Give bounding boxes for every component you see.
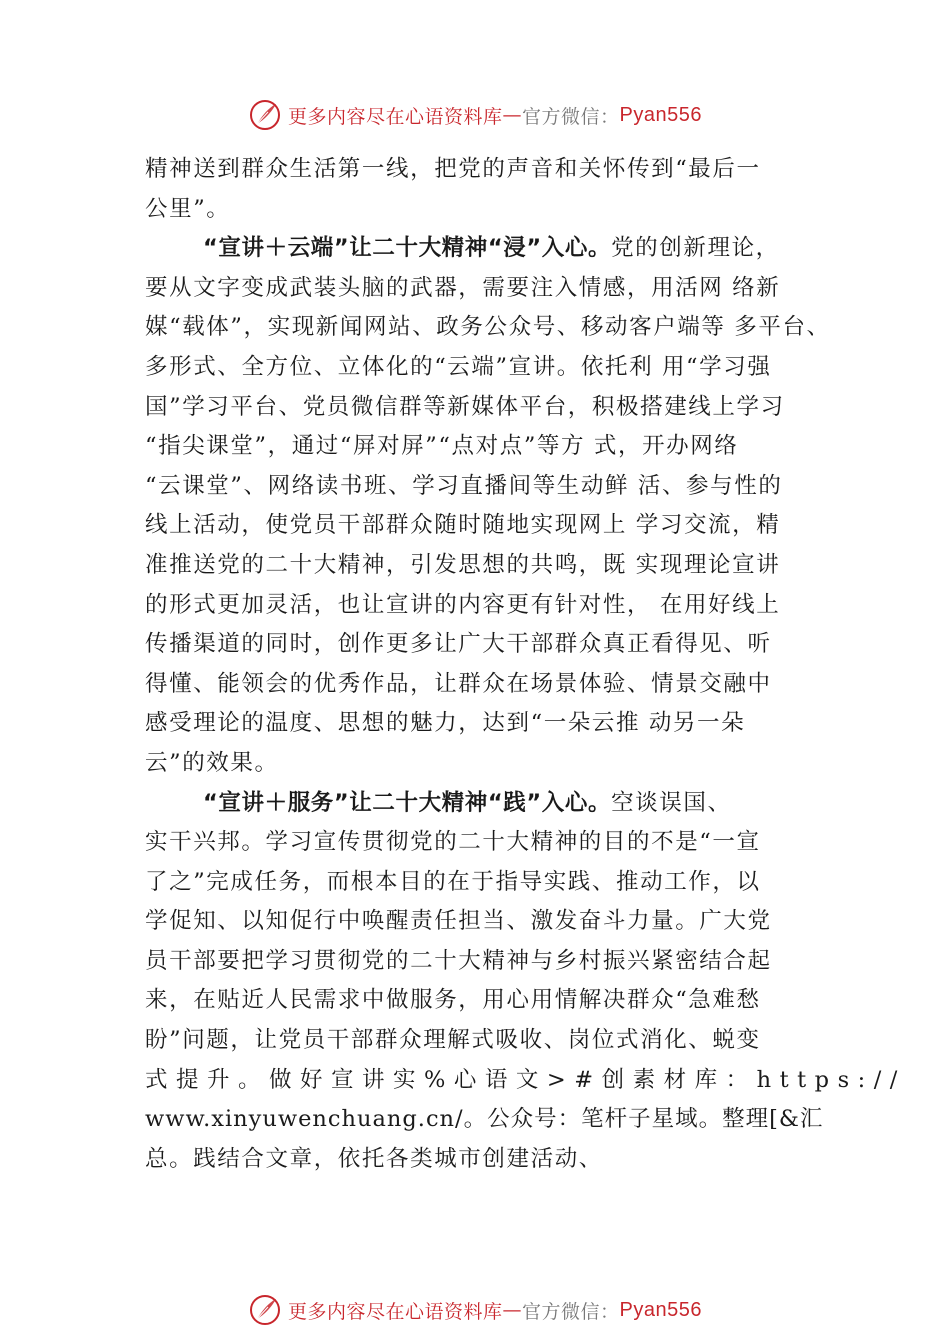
text-line: 实干兴邦。学习宣传贯彻党的二十大精神的目的不是“一宣: [145, 829, 761, 856]
banner-dash: —: [502, 1299, 523, 1321]
text-line: 云”的效果。: [145, 749, 279, 776]
text-line: 来，在贴近人民需求中做服务，用心用情解决群众“急难愁: [145, 987, 761, 1014]
banner-prefix: 更多内容尽在心语资料库: [288, 1300, 503, 1323]
text-line: 公里”。: [145, 195, 231, 222]
text-line: 式提升。做好宣讲实%心语文>#创素材库：https://: [145, 1066, 906, 1093]
section-heading-service: “宣讲＋服务”让二十大精神“践”入心。: [203, 789, 612, 816]
document-body: [145, 150, 906, 1179]
text-line: 学促知、以知促行中唤醒责任担当、激发奋斗力量。广大党: [145, 908, 772, 935]
banner-label: 官方微信：: [522, 105, 620, 128]
quill-logo-icon: [248, 1293, 282, 1327]
banner-label: 官方微信：: [522, 1300, 620, 1323]
text-line: 准推送党的二十大精神，引发思想的共鸣，既 实现理论宣讲: [145, 551, 781, 578]
text-line: 了之”完成任务，而根本目的在于指导实践、推动工作，以: [145, 868, 761, 895]
banner-wechat-id: Pyan556: [619, 1298, 702, 1321]
text-line: 国”学习平台、党员微信群等新媒体平台，积极搭建线上学习: [145, 393, 785, 420]
text-line: 的形式更加灵活，也让宣讲的内容更有针对性， 在用好线上: [145, 591, 781, 618]
text-line: 要从文字变成武装头脑的武器，需要注入情感，用活网 络新: [145, 274, 781, 301]
text-line: “指尖课堂”，通过“屏对屏”“点对点”等方 式，开办网络: [145, 433, 739, 460]
text-line: 感受理论的温度、思想的魅力，达到“一朵云推 动另一朵: [145, 710, 746, 737]
text-line: 多形式、全方位、立体化的“云端”宣讲。依托利 用“学习强: [145, 353, 772, 380]
banner-dash: —: [502, 104, 523, 126]
text-line: 线上活动，使党员干部群众随时随地实现网上 学习交流，精: [145, 512, 781, 539]
text-line: “云课堂”、网络读书班、学习直播间等生动鲜 活、参与性的: [145, 472, 783, 499]
quill-logo-icon: [248, 98, 282, 132]
paragraph-start: 党的创新理论，: [611, 235, 780, 262]
paragraph-heading-line: [145, 784, 835, 824]
text-line: 总。践结合文章，依托各类城市创建活动、: [145, 1145, 603, 1172]
header-banner: [0, 95, 950, 135]
text-line: 精神送到群众生活第一线，把党的声音和关怀传到“最后一: [145, 156, 761, 182]
text-line: 盼”问题，让党员干部群众理解式吸收、岗位式消化、蜕变: [145, 1027, 761, 1054]
banner-wechat-id: Pyan556: [619, 103, 702, 126]
text-line: 得懂、能领会的优秀作品，让群众在场景体验、情景交融中: [145, 670, 772, 697]
footer-banner: [0, 1290, 950, 1330]
section-heading-cloud: “宣讲＋云端”让二十大精神“浸”入心。: [203, 235, 612, 262]
banner-prefix: 更多内容尽在心语资料库: [288, 105, 503, 128]
text-line: 媒“载体”，实现新闻网站、政务公众号、移动客户端等 多平台、: [145, 314, 831, 341]
text-line: 员干部要把学习贯彻党的二十大精神与乡村振兴紧密结合起: [145, 947, 772, 974]
paragraph-heading-line: [145, 229, 835, 269]
text-line-url: www.xinyuwenchuang.cn/。公众号：笔杆子星域。整理[&汇: [145, 1106, 824, 1133]
paragraph-start: 空谈误国、: [611, 789, 732, 816]
text-line: 传播渠道的同时，创作更多让广大干部群众真正看得见、听: [145, 631, 772, 658]
